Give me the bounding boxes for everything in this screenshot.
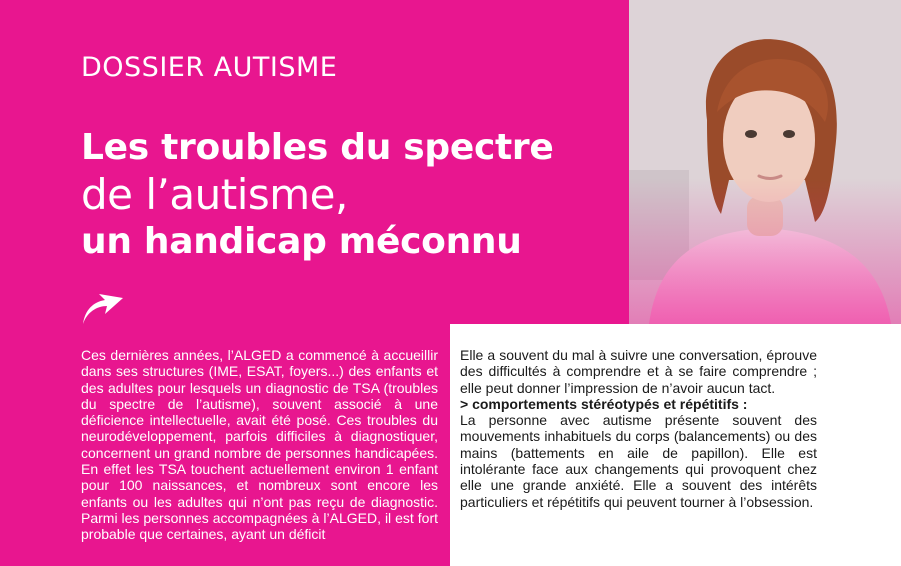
child-illustration	[629, 0, 901, 324]
title-line-1: Les troubles du spectre	[81, 127, 554, 168]
section-kicker: DOSSIER AUTISME	[81, 52, 338, 83]
title-line-2: de l’autisme,	[81, 170, 348, 219]
intro-paragraph: Ces dernières années, l’ALGED a commencé à accueillir dans ses structures (IME, ESAT, foyers...) des enfants et des adultes pour lesquels un diagnostic de TSA (troubles du spectre de l’autisme), souvent associé à une déficience intellectuelle, avait été posé. Ces troubles du neurodéveloppement, parfois difficiles à diagnostiquer, concernent un grand nombre de personnes handicapées. En effet les TSA touchent actuellement environ 1 enfant pour 100 naissances, et nombreux sont encore les enfants ou les adultes qui n’ont pas reçu de diagnostic. Parmi les personnes accompagnées à l’ALGED, il est fort probable que certaines, ayant un déficit	[81, 347, 438, 543]
page-title	[81, 125, 554, 265]
article-column-right	[460, 347, 817, 510]
child-photo	[629, 0, 901, 324]
title-line-3: un handicap méconnu	[81, 221, 522, 262]
behaviour-paragraph: La personne avec autisme présente souvent des mouvements inhabituels du corps (balancements) ou des mains (battements en aile de papillon). Elle est intolérante face aux changements qui provoquent chez elle une grande anxiété. Elle a souvent des intérêts particuliers et répétitifs qui peuvent tourner à l’obsession.	[460, 412, 817, 510]
communication-paragraph: Elle a souvent du mal à suivre une conversation, éprouve des difficultés à comprendre et à se faire comprendre ; elle peut donner l’impression de n’avoir aucun tact.	[460, 347, 817, 396]
behaviour-subheading: > comportements stéréotypés et répétitifs :	[460, 395, 748, 412]
curved-arrow-up-right-icon	[81, 292, 125, 326]
article-column-left	[81, 347, 438, 543]
